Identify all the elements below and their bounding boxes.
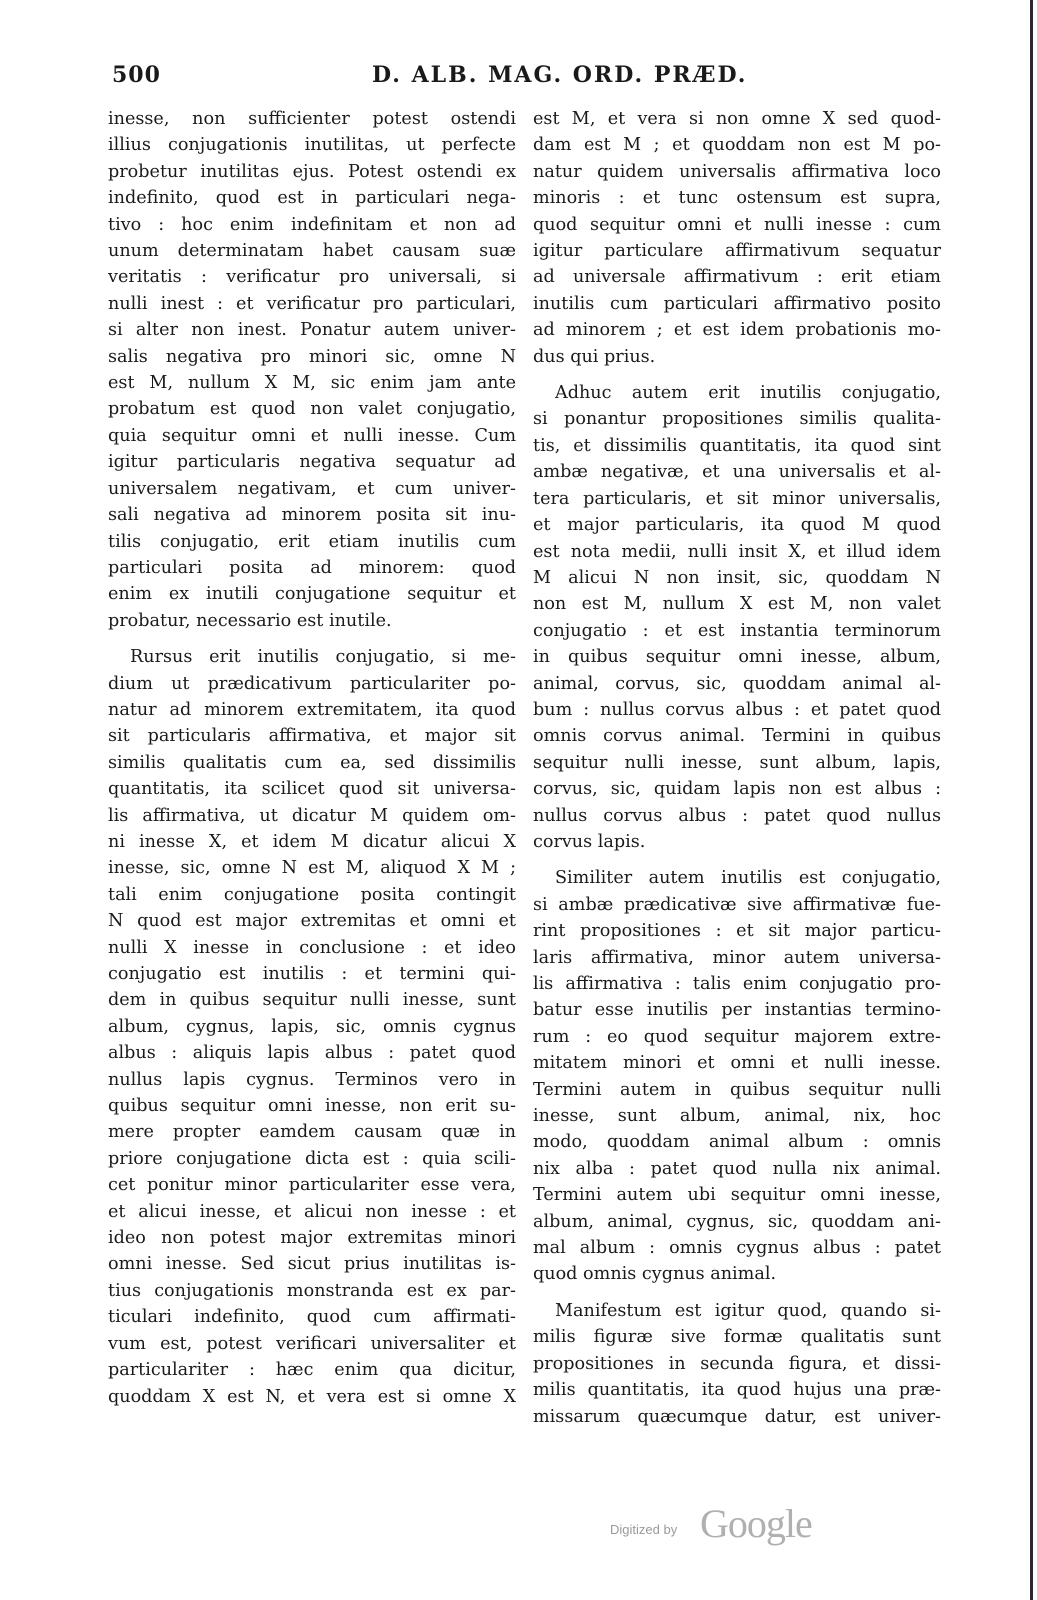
digitized-label: Digitized by [610,1522,678,1537]
text-line: ticulari indefinito, quod cum affirmati- [108,1307,516,1328]
text-line: animal, corvus, sic, quoddam animal al- [533,673,941,694]
text-line: ad minorem ; et est idem probationis mo- [533,320,941,341]
google-logo: Google [700,1501,812,1546]
text-line: tilis conjugatio, erit etiam inutilis cum [108,531,516,552]
text-line: Termini autem in quibus sequitur nulli [533,1079,941,1100]
text-line: mitatem minori et omni et nulli inesse. [533,1053,941,1074]
right-column [533,106,941,1430]
text-line: lis affirmativa, ut dicatur M quidem om- [108,805,516,826]
text-line: sit particularis affirmativa, et major sit [108,726,516,747]
text-line: tius conjugationis monstranda est ex par- [108,1280,516,1301]
text-line: nullus corvus albus : patet quod nullus [533,805,941,826]
text-line: M alicui N non insit, sic, quoddam N [533,567,941,588]
text-line: ambæ negativæ, et una universalis et al- [533,462,941,483]
text-line: lis affirmativa : talis enim conjugatio pro- [533,974,941,994]
text-line: milis quantitatis, ita quod hujus una præ- [533,1380,941,1401]
text-line: propositiones in secunda figura, et dissi- [533,1353,941,1374]
text-line: rum : eo quod sequitur majorem extre- [533,1026,941,1047]
text-line: igitur particularis negativa sequatur ad [108,452,516,473]
text-line: si ponantur propositiones similis qualita- [533,409,941,430]
text-line: salis negativa pro minori sic, omne N [108,346,516,367]
text-line: corvus, sic, quidam lapis non est albus : [533,779,941,800]
text-line: unum determinatam habet causam suæ [108,241,516,262]
text-line: modo, quoddam animal album : omnis [533,1132,941,1153]
text-line: dam est M ; et quoddam non est M po- [533,135,941,156]
text-line: probatum est quod non valet conjugatio, [108,399,516,420]
paragraph-gap [533,370,941,380]
text-line: illius conjugationis inutilitas, ut perfecte [108,135,516,156]
running-title: D. ALB. MAG. ORD. PRÆD. [372,62,748,88]
text-line: quod sequitur omni et nulli inesse : cum [533,214,941,235]
paragraph-gap [108,634,516,644]
text-line: cet ponitur minor particulariter esse vera, [108,1175,516,1196]
text-line: N quod est major extremitas et omni et [108,911,516,932]
text-line: dus qui prius. [533,346,656,367]
text-line: sequitur nulli inesse, sunt album, lapis, [533,752,941,773]
text-line: similis qualitatis cum ea, sed dissimilis [108,752,516,773]
text-line: probetur inutilitas ejus. Potest ostendi ex [108,161,516,182]
text-line: mal album : omnis cygnus albus : patet [533,1238,941,1259]
paragraph-gap [533,855,941,865]
text-line: probatur, necessario est inutile. [108,610,392,631]
text-line: non est M, nullum X est M, non valet [533,594,941,615]
text-line: natur ad minorem extremitatem, ita quod [108,699,516,720]
text-line: particulariter : hæc enim qua dicitur, [108,1360,516,1381]
digitized-footer [610,1500,850,1550]
text-line: inesse, sunt album, animal, nix, hoc [533,1106,941,1127]
text-line: tera particularis, et sit minor universalis, [533,488,941,509]
text-line: si ambæ prædicativæ sive affirmativæ fue- [533,894,941,915]
text-line: omni inesse. Sed sicut prius inutilitas is- [108,1254,516,1275]
text-line: milis figuræ sive formæ qualitatis sunt [533,1327,941,1348]
text-line: conjugatio est inutilis : et termini qui- [108,964,516,984]
text-line: est M, nullum X M, sic enim jam ante [108,373,516,394]
text-line: batur esse inutilis per instantias termino- [533,1000,941,1021]
text-line: Similiter autem inutilis est conjugatio, [555,868,941,889]
paragraph-gap [533,1288,941,1298]
text-line: quoddam X est N, et vera est si omne X [108,1386,516,1407]
text-line: ad universale affirmativum : erit etiam [533,267,941,288]
text-line: inutilis cum particulari affirmativo posito [533,293,941,314]
text-line: mere propter eamdem causam quæ in [108,1122,516,1143]
text-line: quantitatis, ita scilicet quod sit universa- [108,779,516,800]
text-line: bum : nullus corvus albus : et patet quod [533,699,941,720]
text-line: natur quidem universalis affirmativa loco [533,161,941,182]
text-line: nulli X inesse in conclusione : et ideo [108,937,516,958]
text-line: album, animal, cygnus, sic, quoddam ani- [533,1211,941,1232]
text-line: est M, et vera si non omne X sed quod- [533,109,941,129]
text-line: tivo : hoc enim indefinitam et non ad [108,214,516,235]
text-line: igitur particulare affirmativum sequatur [533,241,941,262]
text-line: Termini autem ubi sequitur omni inesse, [533,1185,941,1206]
text-line: dium ut prædicativum particulariter po- [108,673,516,694]
text-line: et major particularis, ita quod M quod [533,515,941,536]
text-line: conjugatio : et est instantia terminorum [533,620,941,641]
text-line: quod omnis cygnus animal. [533,1264,777,1285]
left-column [108,106,516,1410]
page-edge-border [1030,0,1033,1600]
text-line: tis, et dissimilis quantitatis, ita quod sint [533,435,941,456]
text-line: sali negativa ad minorem posita sit inu- [108,505,516,526]
text-line: albus : aliquis lapis albus : patet quod [108,1043,516,1064]
text-line: album, cygnus, lapis, sic, omnis cygnus [108,1016,516,1037]
text-line: ideo non potest major extremitas minori [108,1228,516,1249]
text-line: nulli inest : et verificatur pro particulari, [108,293,516,314]
text-line: est nota medii, nulli insit X, et illud idem [533,541,941,562]
text-line: Manifestum est igitur quod, quando si- [555,1300,941,1321]
text-line: minoris : et tunc ostensum est supra, [533,188,941,209]
text-line: quibus sequitur omni inesse, non erit su- [108,1096,516,1117]
text-line: tali enim conjugatione posita contingit [108,884,516,905]
text-line: omnis corvus animal. Termini in quibus [533,726,941,747]
text-line: et alicui inesse, et alicui non inesse : et [108,1201,516,1222]
text-line: missarum quæcumque datur, est univer- [533,1406,941,1427]
page-number: 500 [112,62,161,88]
text-line: corvus lapis. [533,831,646,852]
text-line: veritatis : verificatur pro universali, si [108,267,516,288]
text-line: universalem negativam, et cum univer- [108,478,516,499]
text-line: nix alba : patet quod nulla nix animal. [533,1158,941,1179]
text-line: Adhuc autem erit inutilis conjugatio, [555,383,941,404]
text-line: rint propositiones : et sit major particu- [533,921,941,942]
text-line: quia sequitur omni et nulli inesse. Cum [108,425,516,446]
text-line: enim ex inutili conjugatione sequitur et [108,584,516,605]
text-line: ni inesse X, et idem M dicatur alicui X [108,831,516,852]
text-line: priore conjugatione dicta est : quia scili- [108,1148,516,1169]
text-line: dem in quibus sequitur nulli inesse, sunt [108,990,516,1011]
text-line: inesse, sic, omne N est M, aliquod X M ; [108,858,516,879]
text-line: vum est, potest verificari universaliter et [108,1333,516,1354]
text-line: in quibus sequitur omni inesse, album, [533,647,941,668]
text-line: inesse, non sufficienter potest ostendi [108,109,516,129]
text-line: laris affirmativa, minor autem universa- [533,947,941,968]
text-line: Rursus erit inutilis conjugatio, si me- [130,647,516,668]
text-line: particulari posita ad minorem: quod [108,557,516,578]
page-header [112,62,942,98]
text-line: indefinito, quod est in particulari nega- [108,188,516,209]
text-line: si alter non inest. Ponatur autem univer- [108,320,516,341]
text-line: nullus lapis cygnus. Terminos vero in [108,1069,516,1090]
